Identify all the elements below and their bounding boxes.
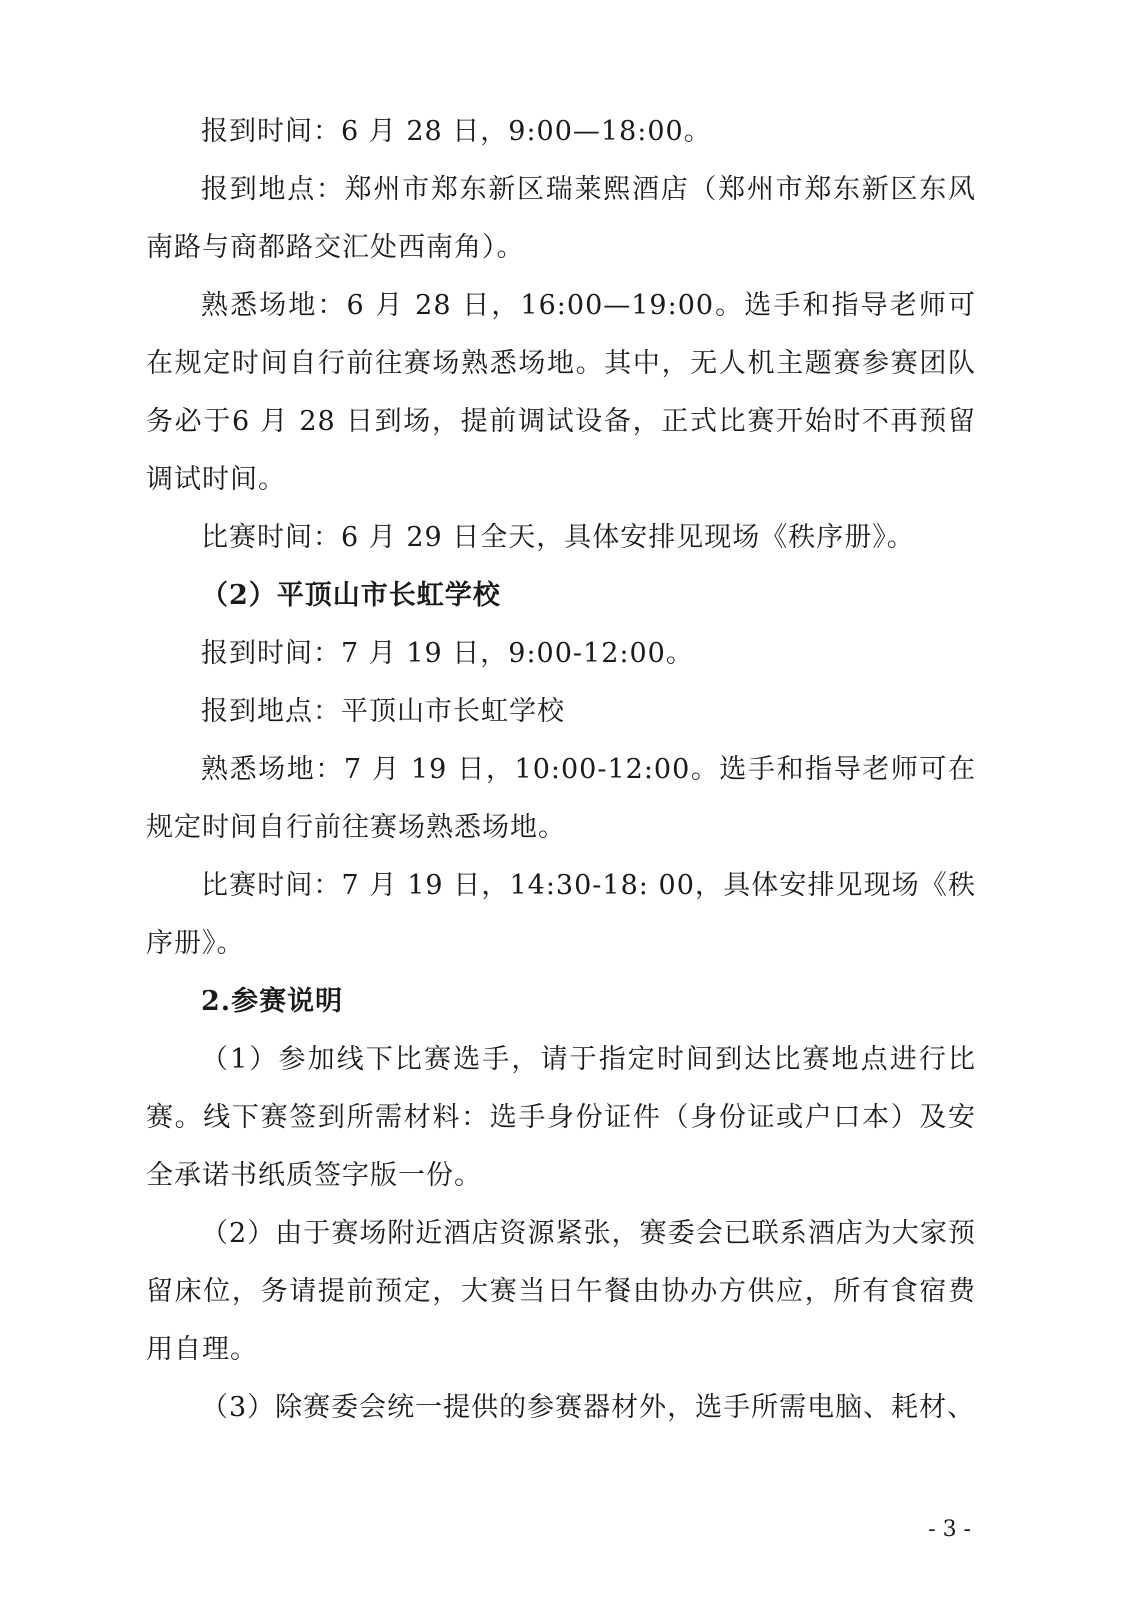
section-heading-participation-notes: 2.参赛说明 <box>201 986 344 1017</box>
registration-location-2: 报到地点：平顶山市长虹学校 <box>201 696 565 727</box>
competition-time-2: 比赛时间：7 月 19 日，14:30-18: 00，具体安排见现场《秩序册》。 <box>146 870 976 959</box>
venue-familiarization-1: 熟悉场地：6 月 28 日，16:00—19:00。选手和指导老师可在规定时间自行前往赛场熟悉场地。其中，无人机主题赛参赛团队务必于6 月 28 日到场，提前调试设备，正式比赛开始时不再预留调试时间。 <box>146 290 976 495</box>
registration-time-1: 报到时间：6 月 28 日，9:00—18:00。 <box>201 116 712 147</box>
section-heading-pingdingshan: （2）平顶山市长虹学校 <box>201 580 501 611</box>
document-body <box>146 103 976 1437</box>
note-item-3: （3）除赛委会统一提供的参赛器材外，选手所需电脑、耗材、 <box>201 1392 976 1423</box>
note-item-2: （2）由于赛场附近酒店资源紧张，赛委会已联系酒店为大家预留床位，务请提前预定，大赛当日午餐由协办方供应，所有食宿费用自理。 <box>146 1218 976 1365</box>
note-item-1: （1）参加线下比赛选手，请于指定时间到达比赛地点进行比赛。线下赛签到所需材料：选手身份证件（身份证或户口本）及安全承诺书纸质签字版一份。 <box>146 1044 976 1191</box>
venue-familiarization-2: 熟悉场地：7 月 19 日，10:00-12:00。选手和指导老师可在规定时间自行前往赛场熟悉场地。 <box>146 754 976 843</box>
registration-location-1: 报到地点：郑州市郑东新区瑞莱熙酒店（郑州市郑东新区东风南路与商都路交汇处西南角）。 <box>146 174 976 263</box>
registration-time-2: 报到时间：7 月 19 日，9:00-12:00。 <box>201 638 694 669</box>
competition-time-1: 比赛时间：6 月 29 日全天，具体安排见现场《秩序册》。 <box>201 522 915 553</box>
page-number: - 3 - <box>928 1517 971 1542</box>
